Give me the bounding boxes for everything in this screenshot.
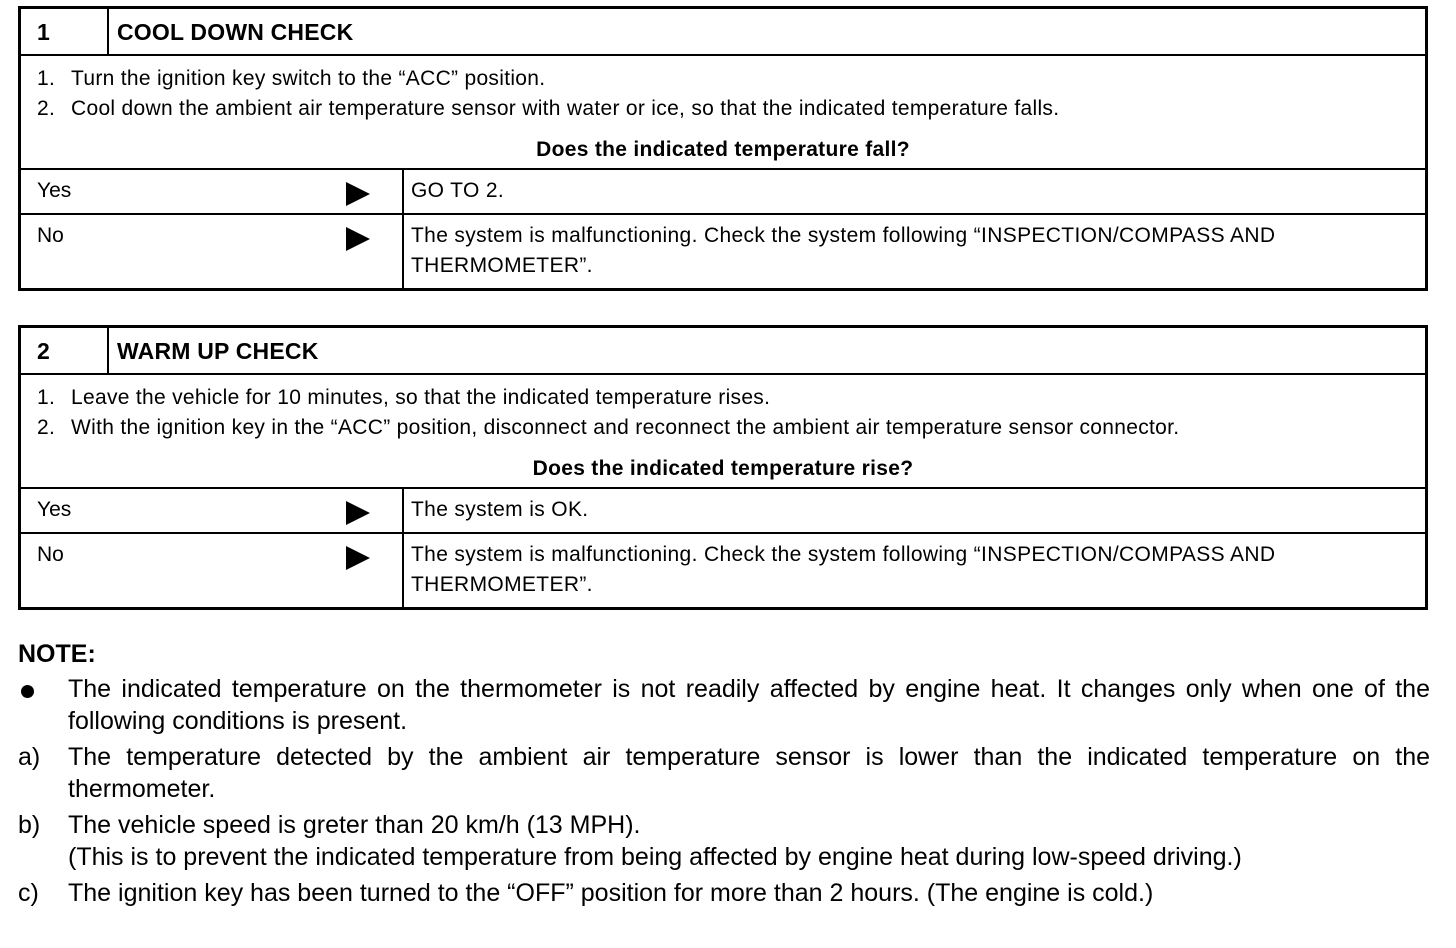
instruction-text: Cool down the ambient air temperature sensor with water or ice, so that the indicated temperature falls.: [71, 97, 1060, 120]
right-arrow-icon: [346, 227, 370, 251]
result-row-yes: [21, 170, 1425, 213]
instruction-number: 2.: [37, 416, 56, 439]
step-header: [21, 328, 1425, 375]
step-number: 2: [21, 328, 109, 373]
instruction-item: [21, 383, 1425, 413]
step-number: 1: [21, 9, 109, 54]
note-text: The indicated temperature on the thermometer is not readily affected by engine heat. It changes only when one of the following conditions is present.: [68, 675, 1430, 735]
result-answer-cell: [21, 534, 404, 607]
instruction-number: 1.: [37, 386, 56, 409]
result-row-no: [21, 213, 1425, 288]
note-subtext: (This is to prevent the indicated temperature from being affected by engine heat during low-speed driving.): [68, 843, 1242, 871]
result-answer: Yes: [37, 498, 72, 521]
result-action: The system is malfunctioning. Check the system following “INSPECTION/COMPASS AND THERMOMETER”.: [411, 543, 1276, 596]
bullet-icon: [18, 673, 68, 737]
result-action: The system is OK.: [411, 498, 589, 521]
note-text-block: [68, 809, 1430, 873]
step-header: [21, 9, 1425, 56]
instruction-text: With the ignition key in the “ACC” position, disconnect and reconnect the ambient air temperature sensor connector.: [71, 416, 1180, 439]
note-text: The ignition key has been turned to the “OFF” position for more than 2 hours. (The engine is cold.): [68, 879, 1154, 907]
instruction-item: [21, 94, 1425, 124]
step-title: COOL DOWN CHECK: [117, 19, 354, 45]
diagnostic-procedure: [18, 6, 1428, 644]
step-question: Does the indicated temperature fall?: [536, 138, 910, 161]
note-bullet-item: [18, 673, 1430, 737]
note-text: The vehicle speed is greter than 20 km/h (13 MPH).: [68, 811, 641, 839]
instruction-number: 1.: [37, 67, 56, 90]
note-marker: c): [18, 879, 39, 907]
note-condition-c: [18, 877, 1430, 909]
result-answer: No: [37, 224, 64, 247]
result-answer: No: [37, 543, 64, 566]
note-marker: b): [18, 811, 41, 839]
note-condition-a: [18, 741, 1430, 805]
right-arrow-icon: [346, 182, 370, 206]
result-action: The system is malfunctioning. Check the system following “INSPECTION/COMPASS AND THERMOMETER”.: [411, 224, 1276, 277]
instruction-text: Leave the vehicle for 10 minutes, so that the indicated temperature rises.: [71, 386, 771, 409]
result-answer: Yes: [37, 179, 72, 202]
result-row-yes: [21, 489, 1425, 532]
instruction-item: [21, 413, 1425, 443]
result-action: GO TO 2.: [411, 179, 505, 202]
note-text: The temperature detected by the ambient air temperature sensor is lower than the indicated temperature on the thermometer.: [68, 743, 1430, 803]
step-title: WARM UP CHECK: [117, 338, 319, 364]
note-condition-b: [18, 809, 1430, 873]
step-instructions: [21, 375, 1425, 489]
note-marker: a): [18, 743, 41, 771]
step-instructions: [21, 56, 1425, 170]
instruction-text: Turn the ignition key switch to the “ACC” position.: [71, 67, 546, 90]
step-1-table: [18, 6, 1428, 291]
result-answer-cell: [21, 215, 404, 288]
result-answer-cell: [21, 170, 404, 213]
note-title: NOTE:: [18, 640, 96, 668]
result-row-no: [21, 532, 1425, 607]
result-answer-cell: [21, 489, 404, 532]
step-question: Does the indicated temperature rise?: [532, 457, 914, 480]
right-arrow-icon: [346, 501, 370, 525]
instruction-number: 2.: [37, 97, 56, 120]
right-arrow-icon: [346, 546, 370, 570]
note-section: [18, 640, 1430, 913]
instruction-item: [21, 64, 1425, 94]
step-2-table: [18, 325, 1428, 610]
